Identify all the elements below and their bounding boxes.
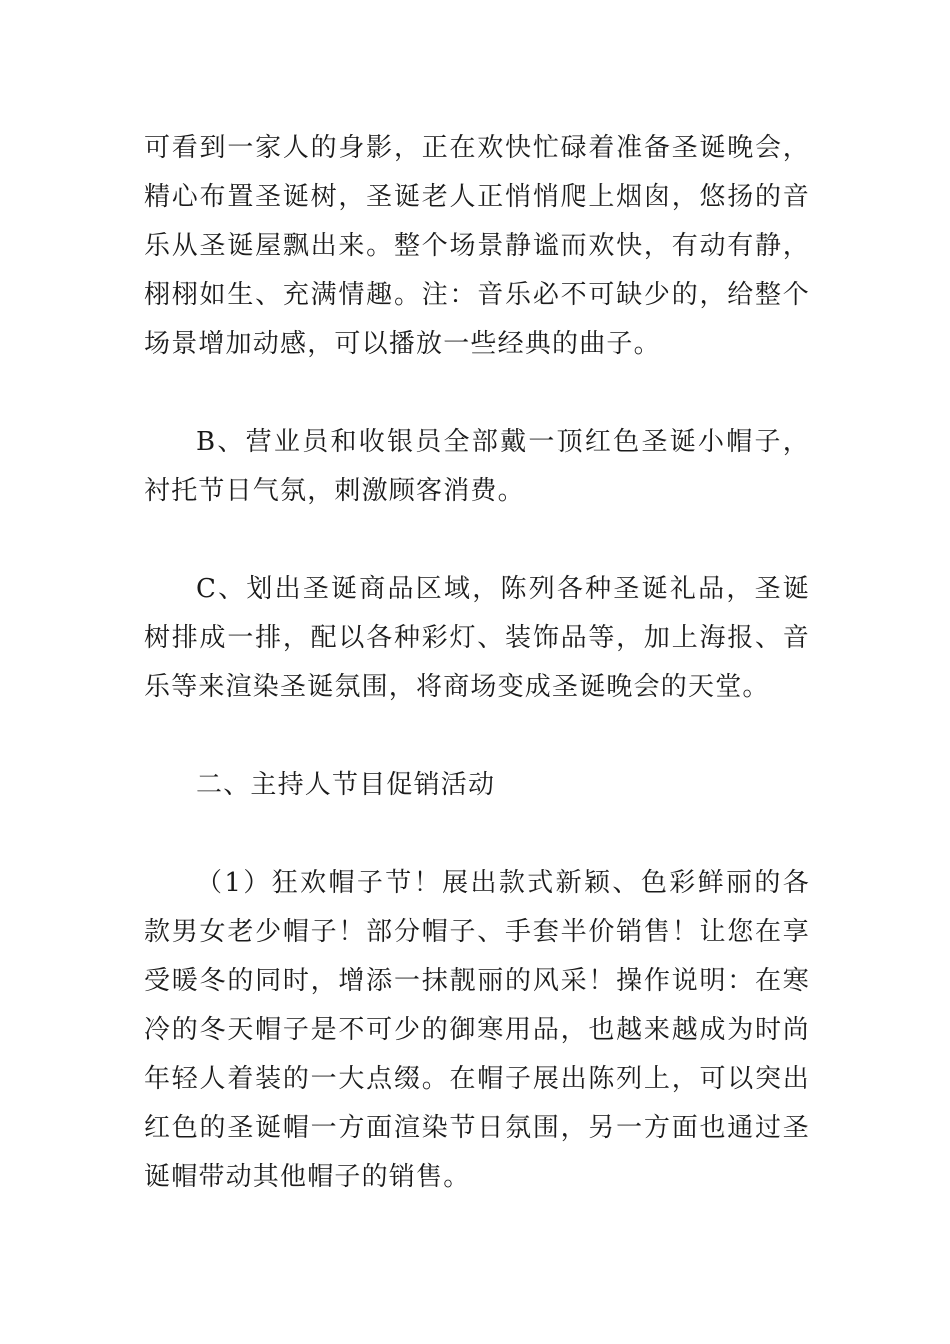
paragraph-hat-festival: （1）狂欢帽子节！展出款式新颖、色彩鲜丽的各款男女老少帽子！部分帽子、手套半价销售！让您在享受暖冬的同时，增添一抹靓丽的风采！操作说明：在寒冷的冬天帽子是不可少的御寒用品，也越来越成为时尚年轻人着装的一大点缀。在帽子展出陈列上，可以突出红色的圣诞帽一方面渲染节日氛围，另一方面也通过圣诞帽带动其他帽子的销售。 bbox=[144, 868, 810, 1192]
paragraph-item-c: C、划出圣诞商品区域，陈列各种圣诞礼品，圣诞树排成一排，配以各种彩灯、装饰品等，加上海报、音乐等来渲染圣诞氛围，将商场变成圣诞晚会的天堂。 bbox=[144, 574, 810, 702]
paragraph-gap bbox=[144, 516, 810, 565]
paragraph-gap bbox=[144, 712, 810, 761]
paragraph-scene-description: 可看到一家人的身影，正在欢快忙碌着准备圣诞晚会，精心布置圣诞树，圣诞老人正悄悄爬上烟囱，悠扬的音乐从圣诞屋飘出来。整个场景静谧而欢快，有动有静，栩栩如生、充满情趣。注：音乐必不可缺少的，给整个场景增加动感，可以播放一些经典的曲子。 bbox=[144, 133, 810, 359]
paragraph-item-b: B、营业员和收银员全部戴一顶红色圣诞小帽子，衬托节日气氛，刺激顾客消费。 bbox=[144, 427, 810, 506]
document-page bbox=[144, 124, 810, 1202]
paragraph-gap bbox=[144, 810, 810, 859]
paragraph-gap bbox=[144, 369, 810, 418]
section-heading: 二、主持人节目促销活动 bbox=[196, 770, 496, 800]
